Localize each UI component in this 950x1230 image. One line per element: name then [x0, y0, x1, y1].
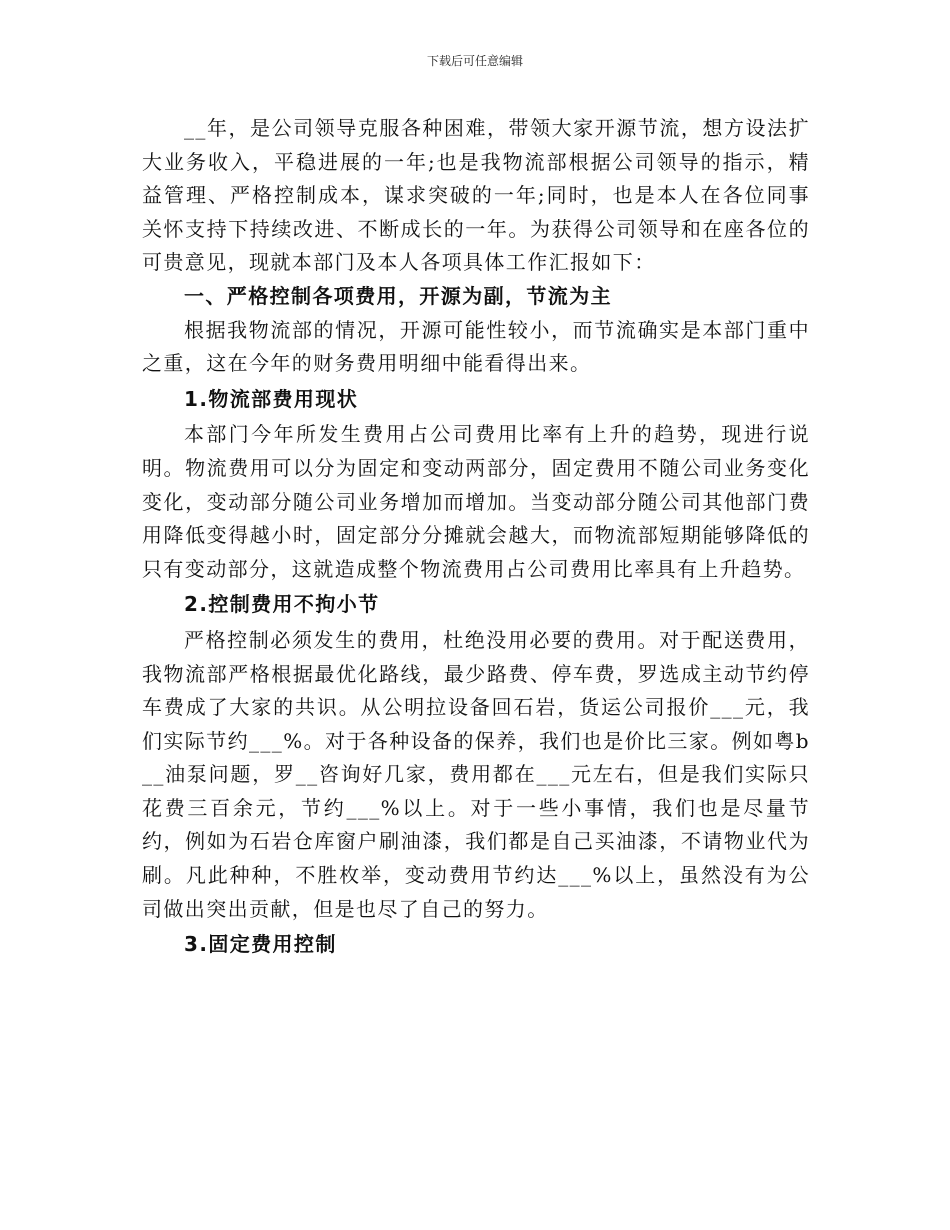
subsection-1-paragraph: 本部门今年所发生费用占公司费用比率有上升的趋势，现进行说明。物流费用可以分为固定和变动两部分，固定费用不随公司业务变化变化，变动部分随公司业务增加而增加。当变动部分随公司其他部门费用降低变得越小时，固定部分分摊就会越大，而物流部短期能够降低的只有变动部分，这就造成整个物流费用占公司费用比率具有上升趋势。 — [142, 422, 810, 581]
subsection-1-heading: 1.物流部费用现状 — [184, 386, 359, 411]
document-body — [142, 112, 810, 964]
subsection-2-heading: 2.控制费用不拘小节 — [184, 592, 380, 617]
subsection-3-heading: 3.固定费用控制 — [184, 932, 337, 957]
section-1-paragraph: 根据我物流部的情况，开源可能性较小，而节流确实是本部门重中之重，这在今年的财务费用明细中能看得出来。 — [142, 317, 810, 376]
intro-paragraph: __年，是公司领导克服各种困难，带领大家开源节流，想方设法扩大业务收入，平稳进展的一年;也是我物流部根据公司领导的指示，精益管理、严格控制成本，谋求突破的一年;同时，也是本人在各位同事关怀支持下持续改进、不断成长的一年。为获得公司领导和在座各位的可贵意见，现就本部门及本人各项具体工作汇报如下： — [142, 116, 810, 275]
subsection-2-paragraph: 严格控制必须发生的费用，杜绝没用必要的费用。对于配送费用，我物流部严格根据最优化路线，最少路费、停车费，罗选成主动节约停车费成了大家的共识。从公明拉设备回石岩，货运公司报价___元，我们实际节约___%。对于各种设备的保养，我们也是价比三家。例如粤b__油泵问题，罗__咨询好几家，费用都在___元左右，但是我们实际只花费三百余元，节约___%以上。对于一些小事情，我们也是尽量节约，例如为石岩仓库窗户刷油漆，我们都是自己买油漆，不请物业代为刷。凡此种种，不胜枚举，变动费用节约达___%以上，虽然没有为公司做出突出贡献，但是也尽了自己的努力。 — [142, 627, 811, 921]
page-header-note: 下载后可任意编辑 — [426, 54, 523, 68]
section-1-heading: 一、严格控制各项费用，开源为副，节流为主 — [184, 283, 612, 308]
